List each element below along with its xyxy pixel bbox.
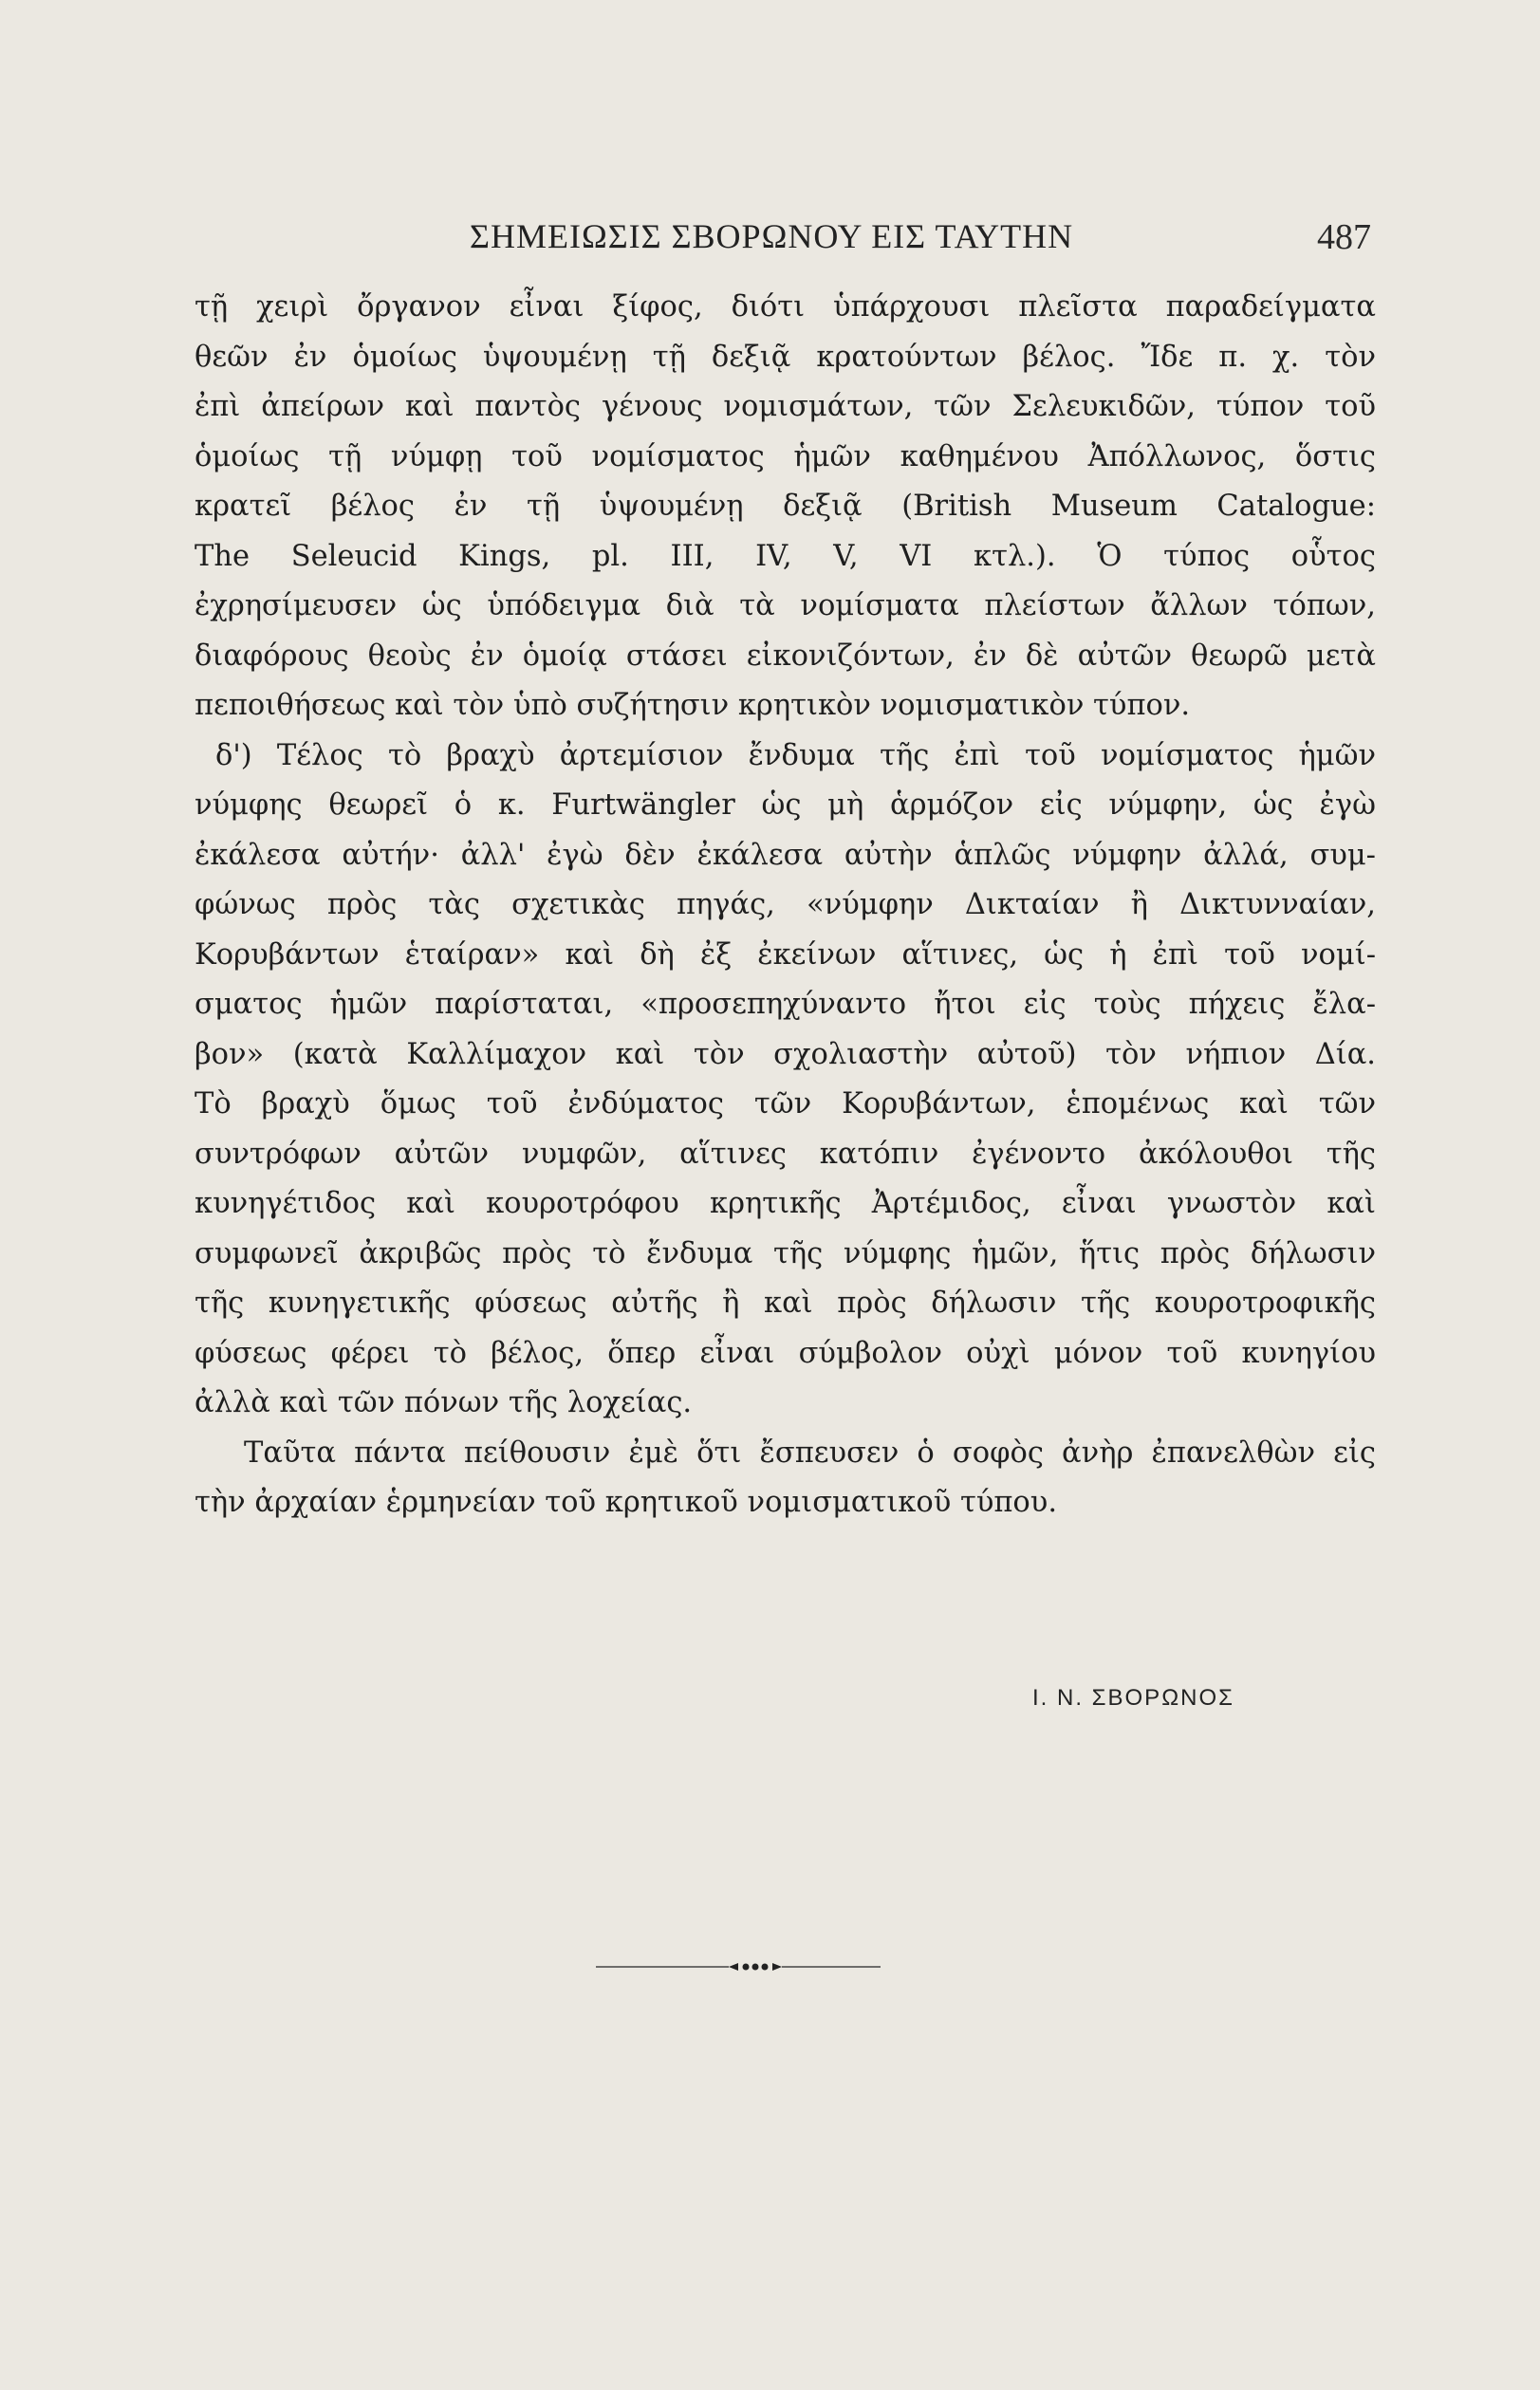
text-line: ἐχρησίμευσεν ὡς ὑπόδειγμα διὰ τὰ νομίσματα πλείστων ἄλλων τόπων,: [195, 589, 1376, 622]
text-line: συμφωνεῖ ἀκριβῶς πρὸς τὸ ἔνδυμα τῆς νύμφης ἡμῶν, ἥτις πρὸς δήλωσιν: [195, 1236, 1376, 1270]
text-line: ἐκάλεσα αὐτήν· ἀλλ' ἐγὼ δὲν ἐκάλεσα αὐτὴν ἁπλῶς νύμφην ἀλλά, συμ-: [195, 838, 1376, 872]
text-line: ὁμοίως τῇ νύμφῃ τοῦ νομίσματος ἡμῶν καθημένου Ἀπόλλωνος, ὅστις: [195, 439, 1376, 473]
text-line: τὴν ἀρχαίαν ἑρμηνείαν τοῦ κρητικοῦ νομισματικοῦ τύπου.: [195, 1486, 1058, 1519]
text-line: τῇ χειρὶ ὄργανον εἶναι ξίφος, διότι ὑπάρχουσι πλεῖστα παραδείγματα: [195, 290, 1376, 324]
text-line: Κορυβάντων ἑταίραν» καὶ δὴ ἐξ ἐκείνων αἵτινες, ὡς ἡ ἐπὶ τοῦ νομί-: [195, 937, 1376, 972]
text-line: θεῶν ἐν ὁμοίως ὑψουμένῃ τῇ δεξιᾷ κρατούντων βέλος. Ἴδε π. χ. τὸν: [195, 340, 1376, 374]
page-header: [195, 216, 1371, 264]
text-line: Ταῦτα πάντα πείθουσιν ἐμὲ ὅτι ἔσπευσεν ὁ σοφὸς ἀνὴρ ἐπανελθὼν εἰς: [244, 1436, 1376, 1470]
author-signature: Ι. Ν. ΣΒΟΡΩΝΟΣ: [1032, 1685, 1234, 1711]
text-line: τῆς κυνηγετικῆς φύσεως αὐτῆς ἢ καὶ πρὸς δήλωσιν τῆς κουροτροφικῆς: [195, 1287, 1376, 1320]
text-line: συντρόφων αὐτῶν νυμφῶν, αἵτινες κατόπιν ἐγένοντο ἀκόλουθοι τῆς: [195, 1137, 1376, 1171]
text-line: φώνως πρὸς τὰς σχετικὰς πηγάς, «νύμφην Δικταίαν ἢ Δικτυνναίαν,: [195, 888, 1376, 921]
text-line: βον» (κατὰ Καλλίμαχον καὶ τὸν σχολιαστὴν αὐτοῦ) τὸν νήπιον Δία.: [195, 1037, 1376, 1071]
text-line: διαφόρους θεοὺς ἐν ὁμοίᾳ στάσει εἰκονιζόντων, ἐν δὲ αὐτῶν θεωρῶ μετὰ: [195, 639, 1376, 673]
text-line: Τὸ βραχὺ ὅμως τοῦ ἐνδύματος τῶν Κορυβάντων, ἑπομένως καὶ τῶν: [195, 1087, 1376, 1121]
running-title: ΣΗΜΕΙΩΣΙΣ ΣΒΟΡΩΝΟΥ ΕΙΣ ΤΑΥΤΗΝ: [470, 217, 1074, 255]
end-ornament: [596, 1960, 881, 1973]
text-line: νύμφης θεωρεῖ ὁ κ. Furtwängler ὡς μὴ ἁρμόζον εἰς νύμφην, ὡς ἐγὼ: [195, 788, 1376, 822]
text-line: φύσεως φέρει τὸ βέλος, ὅπερ εἶναι σύμβολον οὐχὶ μόνον τοῦ κυνηγίου: [195, 1336, 1376, 1370]
text-line: σματος ἡμῶν παρίσταται, «προσεπηχύναντο ἤτοι εἰς τοὺς πήχεις ἔλα-: [195, 988, 1376, 1021]
text-line: The Seleucid Kings, pl. III, IV, V, VI κτλ.). Ὁ τύπος οὗτος: [195, 539, 1376, 573]
text-line: κρατεῖ βέλος ἐν τῇ ὑψουμένῃ δεξιᾷ (British Museum Catalogue:: [195, 490, 1376, 523]
text-line: κυνηγέτιδος καὶ κουροτρόφου κρητικῆς Ἀρτέμιδος, εἶναι γνωστὸν καὶ: [195, 1187, 1376, 1220]
body-text: [195, 283, 1376, 1528]
text-line: δ') Τέλος τὸ βραχὺ ἀρτεμίσιον ἔνδυμα τῆς ἐπὶ τοῦ νομίσματος ἡμῶν: [215, 738, 1376, 772]
page-number: 487: [1317, 217, 1371, 257]
text-line: ἀλλὰ καὶ τῶν πόνων τῆς λοχείας.: [195, 1386, 693, 1419]
text-line: ἐπὶ ἀπείρων καὶ παντὸς γένους νομισμάτων, τῶν Σελευκιδῶν, τύπον τοῦ: [195, 390, 1376, 423]
text-line: πεποιθήσεως καὶ τὸν ὑπὸ συζήτησιν κρητικὸν νομισματικὸν τύπον.: [195, 689, 1191, 722]
